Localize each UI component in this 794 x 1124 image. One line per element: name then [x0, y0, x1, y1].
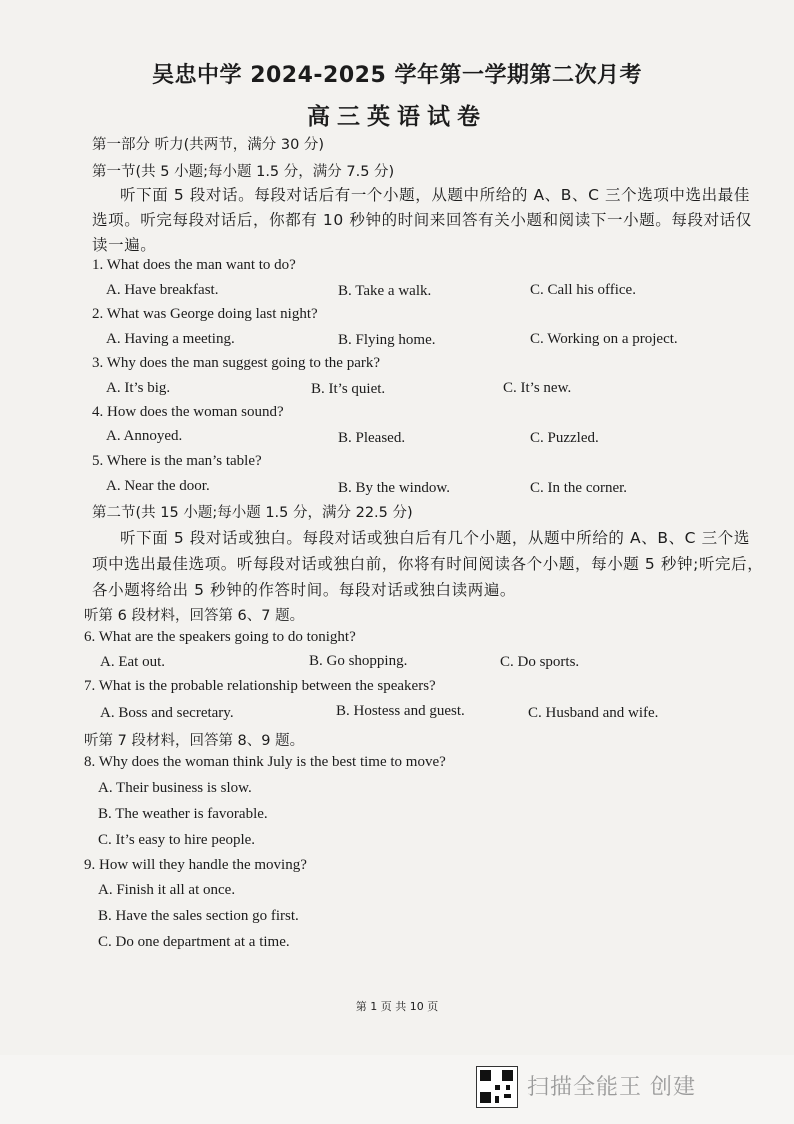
- option-a: A. Annoyed.: [106, 428, 183, 444]
- qr-code-icon: [476, 1066, 518, 1108]
- scanner-watermark: 扫描全能王 创建: [527, 1075, 696, 1100]
- page-number: 第 1 页 共 10 页: [355, 1000, 439, 1013]
- section2-heading: 第二节(共 15 小题;每小题 1.5 分，满分 22.5 分): [92, 505, 413, 521]
- option-a: A. Their business is slow.: [98, 780, 252, 796]
- part1-heading: 第一部分 听力(共两节，满分 30 分): [92, 137, 325, 153]
- section1-instruction-line: 读一遍。: [92, 236, 157, 254]
- material-label: 听第 6 段材料，回答第 6、7 题。: [84, 608, 305, 624]
- option-c: C. It’s easy to hire people.: [98, 832, 256, 848]
- option-a: A. Having a meeting.: [106, 331, 235, 347]
- section2-instruction-line: 听下面 5 段对话或独白。每段对话或独白后有几个小题，从题中所给的 A、B、C 三个选: [120, 529, 750, 547]
- material-label: 听第 7 段材料，回答第 8、9 题。: [84, 733, 305, 749]
- question-stem: 4. How does the woman sound?: [92, 404, 284, 420]
- option-b: B. It’s quiet.: [311, 381, 386, 397]
- question-stem: 9. How will they handle the moving?: [84, 857, 307, 873]
- option-a: A. Finish it all at once.: [98, 882, 236, 898]
- option-b: B. Take a walk.: [338, 283, 432, 299]
- option-c: C. Husband and wife.: [528, 705, 659, 721]
- question-stem: 6. What are the speakers going to do tonight?: [84, 629, 356, 645]
- option-c: C. Do sports.: [500, 654, 580, 670]
- question-stem: 8. Why does the woman think July is the best time to move?: [84, 754, 446, 770]
- section1-instruction-line: 选项。听完每段对话后，你都有 10 秒钟的时间来回答有关小题和阅读下一小题。每段对话仅: [92, 211, 752, 229]
- question-stem: 7. What is the probable relationship between the speakers?: [84, 678, 436, 694]
- section2-instruction-line: 项中选出最佳选项。听每段对话或独白前，你将有时间阅读各个小题，每小题 5 秒钟;听完后，: [92, 555, 764, 573]
- option-c: C. Working on a project.: [530, 331, 678, 347]
- question-stem: 3. Why does the man suggest going to the park?: [92, 355, 381, 371]
- option-a: A. Near the door.: [106, 478, 210, 494]
- option-b: B. Pleased.: [338, 430, 406, 446]
- option-a: A. Have breakfast.: [106, 282, 219, 298]
- option-c: C. It’s new.: [503, 380, 572, 396]
- section2-instruction-line: 各小题将给出 5 秒钟的作答时间。每段对话或独白读两遍。: [92, 581, 517, 599]
- question-stem: 5. Where is the man’s table?: [92, 453, 262, 469]
- exam-subtitle: 高三英语试卷: [307, 103, 487, 130]
- option-c: C. Call his office.: [530, 282, 636, 298]
- option-b: B. Go shopping.: [309, 653, 408, 669]
- question-stem: 1. What does the man want to do?: [92, 257, 296, 273]
- question-stem: 2. What was George doing last night?: [92, 306, 318, 322]
- option-c: C. In the corner.: [530, 480, 628, 496]
- exam-title: 吴忠中学 2024-2025 学年第一学期第二次月考: [152, 63, 642, 88]
- section1-instruction-line: 听下面 5 段对话。每段对话后有一个小题，从题中所给的 A、B、C 三个选项中选出最佳: [120, 186, 750, 204]
- option-c: C. Do one department at a time.: [98, 934, 290, 950]
- option-c: C. Puzzled.: [530, 430, 599, 446]
- option-a: A. Boss and secretary.: [100, 705, 234, 721]
- option-b: B. Hostess and guest.: [336, 703, 465, 719]
- option-b: B. By the window.: [338, 480, 450, 496]
- section1-heading: 第一节(共 5 小题;每小题 1.5 分，满分 7.5 分): [92, 164, 395, 180]
- option-b: B. Have the sales section go first.: [98, 908, 299, 924]
- option-a: A. It’s big.: [106, 380, 171, 396]
- option-b: B. The weather is favorable.: [98, 806, 268, 822]
- option-b: B. Flying home.: [338, 332, 436, 348]
- option-a: A. Eat out.: [100, 654, 165, 670]
